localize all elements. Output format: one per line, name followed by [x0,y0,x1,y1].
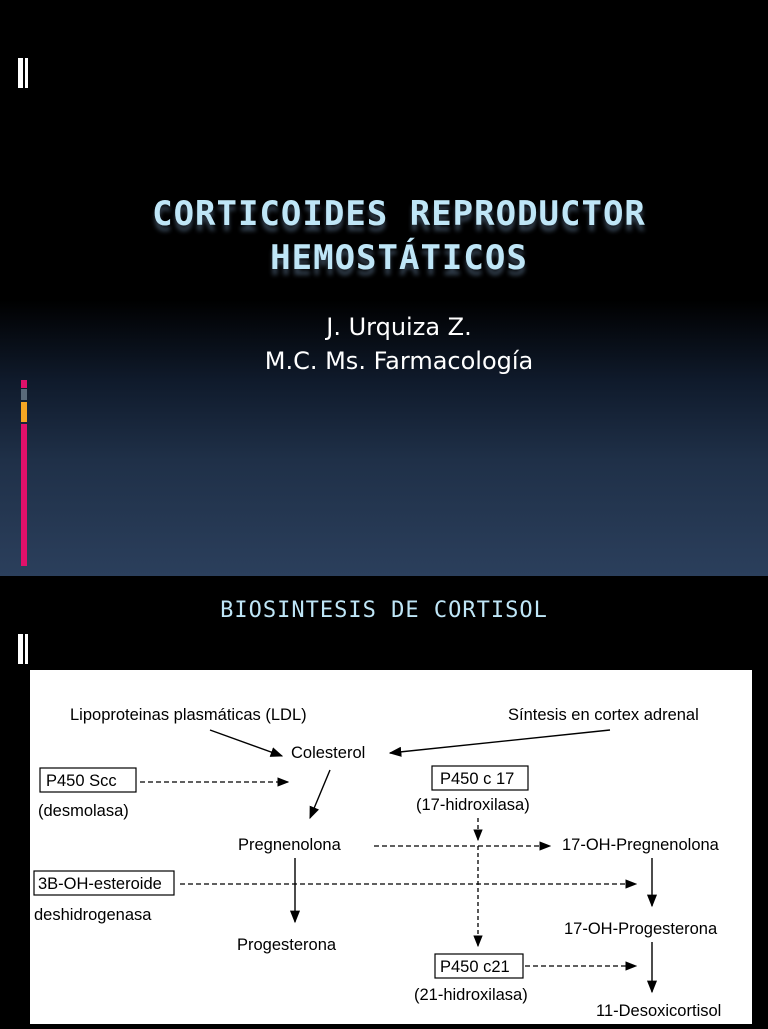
slide-subtitle [30,310,768,378]
desmolasa-label: (desmolasa) [38,802,129,820]
colesterol-to-pregnenolona-arrow [310,770,330,818]
deshidrogenasa-label: deshidrogenasa [34,906,152,924]
ldl-arrow [210,730,282,756]
cortisol-pathway-diagram [30,670,752,1024]
left-bar-marker [18,58,23,88]
left-bar-marker [18,634,23,664]
pathway-svg [30,670,752,1024]
slide-title: CORTICOIDES REPRODUCTOR HEMOSTÁTICOS [152,194,646,278]
oh-progesterona-label: 17-OH-Progesterona [564,920,718,938]
p450scc-label: P450 Scc [46,772,117,790]
hsd-label: 3B-OH-esteroide [38,875,162,893]
accent-bar-pink-long [21,424,27,566]
pregnenolona-label: Pregnenolona [238,836,341,854]
accent-bar-gray [21,389,27,400]
slide-2-title: BIOSINTESIS DE CORTISOL [220,598,548,623]
accent-bar-orange [21,402,27,422]
ldl-label: Lipoproteinas plasmáticas (LDL) [70,706,307,724]
accent-bar-pink [21,380,27,388]
left-bar-marker [25,634,28,664]
desoxicortisol-label: 11-Desoxicortisol [596,1002,722,1020]
sintesis-arrow [390,730,610,753]
hidroxilasa17-label: (17-hidroxilasa) [416,796,530,814]
progesterona-label: Progesterona [237,936,337,954]
oh-pregnenolona-label: 17-OH-Pregnenolona [562,836,719,854]
author-credentials: M.C. Ms. Farmacología [264,347,534,375]
author-name: J. Urquiza Z. [326,313,472,341]
sintesis-label: Síntesis en cortex adrenal [508,706,699,724]
p450c17-label: P450 c 17 [440,770,515,788]
p450c21-label: P450 c21 [440,958,510,976]
hidroxilasa21-label: (21-hidroxilasa) [414,986,528,1004]
colesterol-label: Colesterol [291,744,366,762]
left-bar-marker [25,58,28,88]
